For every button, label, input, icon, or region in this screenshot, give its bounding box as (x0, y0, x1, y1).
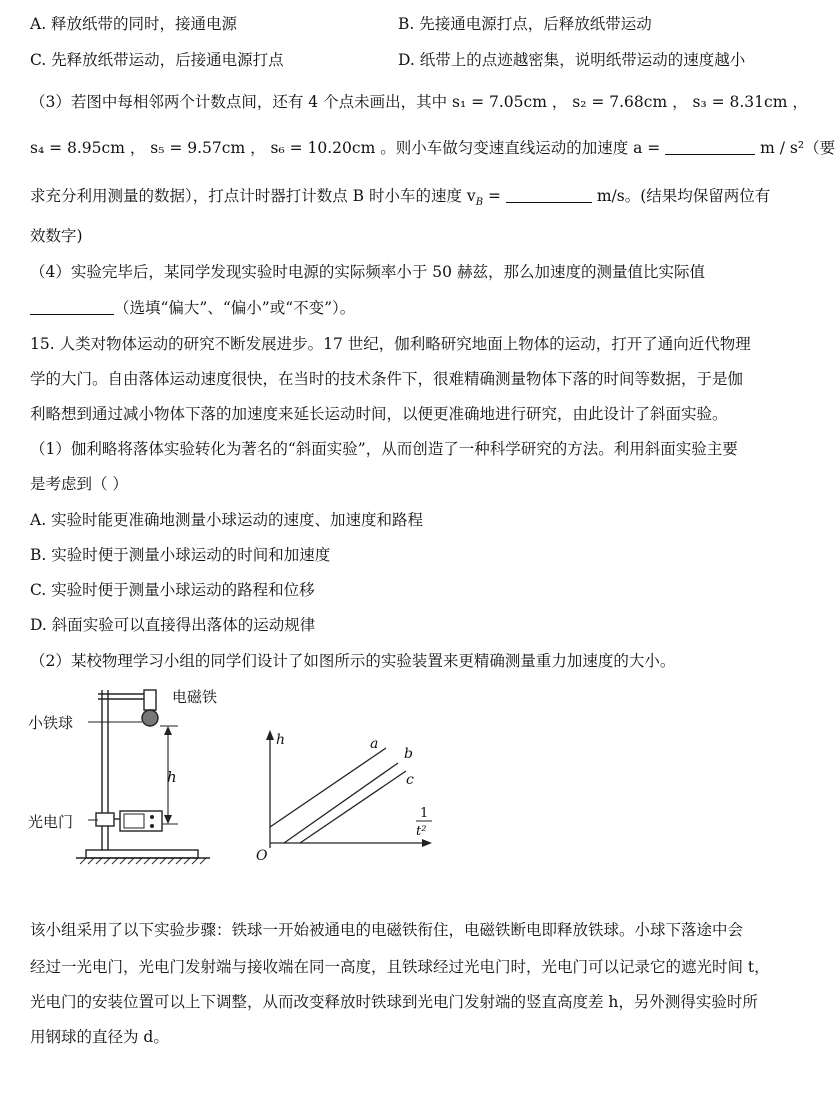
photogate-dot-top (150, 815, 154, 819)
graph-origin-label: O (256, 848, 268, 864)
q14-part4-line2-text: （选填“偏大”、“偏小”或“不变”）。 (114, 299, 356, 317)
q15-para-line4: 用钢球的直径为 d。 (30, 1028, 169, 1046)
q14-part3-line1: （3）若图中每相邻两个计数点间，还有 4 个点未画出，其中 s₁ = 7.05cm ， s₂ = 7.68cm ， s₃ = 8.31cm ， (30, 93, 808, 111)
q15-option-d: D. 斜面实验可以直接得出落体的运动规律 (30, 616, 316, 634)
velocity-answer-blank[interactable] (506, 188, 592, 203)
frequency-answer-blank[interactable] (30, 300, 114, 315)
iron-ball (142, 710, 158, 726)
label-photogate: 光电门 (28, 813, 74, 831)
q15-para-line2: 经过一光电门，光电门发射端与接收端在同一高度，且铁球经过光电门时，光电门可以记录它的遮光时间 t， (30, 958, 770, 976)
q14-part4-line1: （4）实验完毕后，某同学发现实验时电源的实际频率小于 50 赫兹，那么加速度的测量值比实际值 (30, 263, 705, 281)
q15-para-line3: 光电门的安装位置可以上下调整，从而改变释放时铁球到光电门发射端的竖直高度差 h，另外测得实验时所 (30, 993, 758, 1011)
q15-para-line1: 该小组采用了以下实验步骤：铁球一开始被通电的电磁铁衔住，电磁铁断电即释放铁球。小球下落途中会 (30, 921, 744, 939)
experiment-figure (28, 680, 448, 870)
photogate-clamp (96, 813, 114, 826)
q14-part3-line3-text: 求充分利用测量的数据），打点计时器打计数点 B 时小车的速度 v (30, 187, 476, 205)
graph-axis-x-label (416, 806, 432, 839)
graph-line-b (284, 763, 398, 843)
stand-base (86, 850, 198, 858)
graph-label-c: c (406, 772, 414, 788)
label-h: h (167, 768, 177, 786)
graph-label-b: b (404, 746, 413, 762)
graph-axis-y-label: h (276, 732, 286, 748)
ground-hatch (80, 858, 206, 864)
graph-label-a: a (370, 736, 379, 752)
q15-option-b: B. 实验时便于测量小球运动的时间和加速度 (30, 546, 331, 564)
q14-part3-line2 (30, 136, 835, 158)
q15-option-a: A. 实验时能更准确地测量小球运动的速度、加速度和路程 (30, 511, 424, 529)
height-arrow-head-down (164, 815, 172, 824)
q15-part1-line1: （1）伽利略将落体实验转化为著名的“斜面实验”，从而创造了一种科学研究的方法。利用斜面实验主要 (30, 440, 738, 458)
graph-axis-x-denominator: t² (416, 824, 427, 839)
q14-part3-line2-text: s₄ = 8.95cm ， s₅ = 9.57cm ， s₆ = 10.20cm 。则小车做匀变速直线运动的加速度 a = (30, 139, 661, 157)
acceleration-answer-blank[interactable] (665, 140, 755, 155)
q15-part2-line1: （2）某校物理学习小组的同学们设计了如图所示的实验装置来更精确测量重力加速度的大小。 (30, 652, 676, 670)
electromagnet (144, 690, 156, 710)
label-ball: 小铁球 (28, 714, 74, 732)
q14-option-d: D. 纸带上的点迹越密集，说明纸带运动的速度越小 (398, 51, 746, 69)
apparatus (76, 690, 210, 864)
q14-option-b: B. 先接通电源打点，后释放纸带运动 (398, 15, 652, 33)
q14-part3-line3-tail: m/s。(结果均保留两位有 (596, 187, 771, 205)
graph-x-arrow (422, 839, 432, 847)
q14-part3-line3-eq: = (483, 187, 501, 205)
graph-axis-x-numerator: 1 (420, 806, 429, 821)
velocity-subscript: B (475, 197, 484, 209)
q15-intro-line1: 15. 人类对物体运动的研究不断发展进步。17 世纪，伽利略研究地面上物体的运动，打开了通向近代物理 (30, 335, 751, 353)
photogate-emitter (124, 814, 144, 828)
graph-line-a (270, 748, 386, 827)
label-electromagnet: 电磁铁 (172, 688, 218, 706)
q15-intro-line2: 学的大门。自由落体运动速度很快，在当时的技术条件下，很难精确测量物体下落的时间等数据，于是伽 (30, 370, 744, 388)
graph-y-arrow (266, 730, 274, 740)
height-arrow-head-up (164, 726, 172, 735)
q15-option-c: C. 实验时便于测量小球运动的路程和位移 (30, 581, 315, 599)
graph-line-c (300, 771, 406, 843)
photogate-dot-bottom (150, 824, 154, 828)
q14-part3-line4: 效数字) (30, 227, 83, 245)
q14-option-a: A. 释放纸带的同时，接通电源 (30, 15, 238, 33)
q14-option-c: C. 先释放纸带运动，后接通电源打点 (30, 51, 284, 69)
q15-intro-line3: 利略想到通过减小物体下落的加速度来延长运动时间，以便更准确地进行研究，由此设计了斜面实验。 (30, 405, 728, 423)
q15-part1-line2: 是考虑到（ ） (30, 475, 128, 493)
q14-part3-line3 (30, 184, 770, 208)
q14-part3-line2-unit: m / s²（要 (760, 139, 835, 157)
q14-part4-line2 (30, 296, 355, 318)
